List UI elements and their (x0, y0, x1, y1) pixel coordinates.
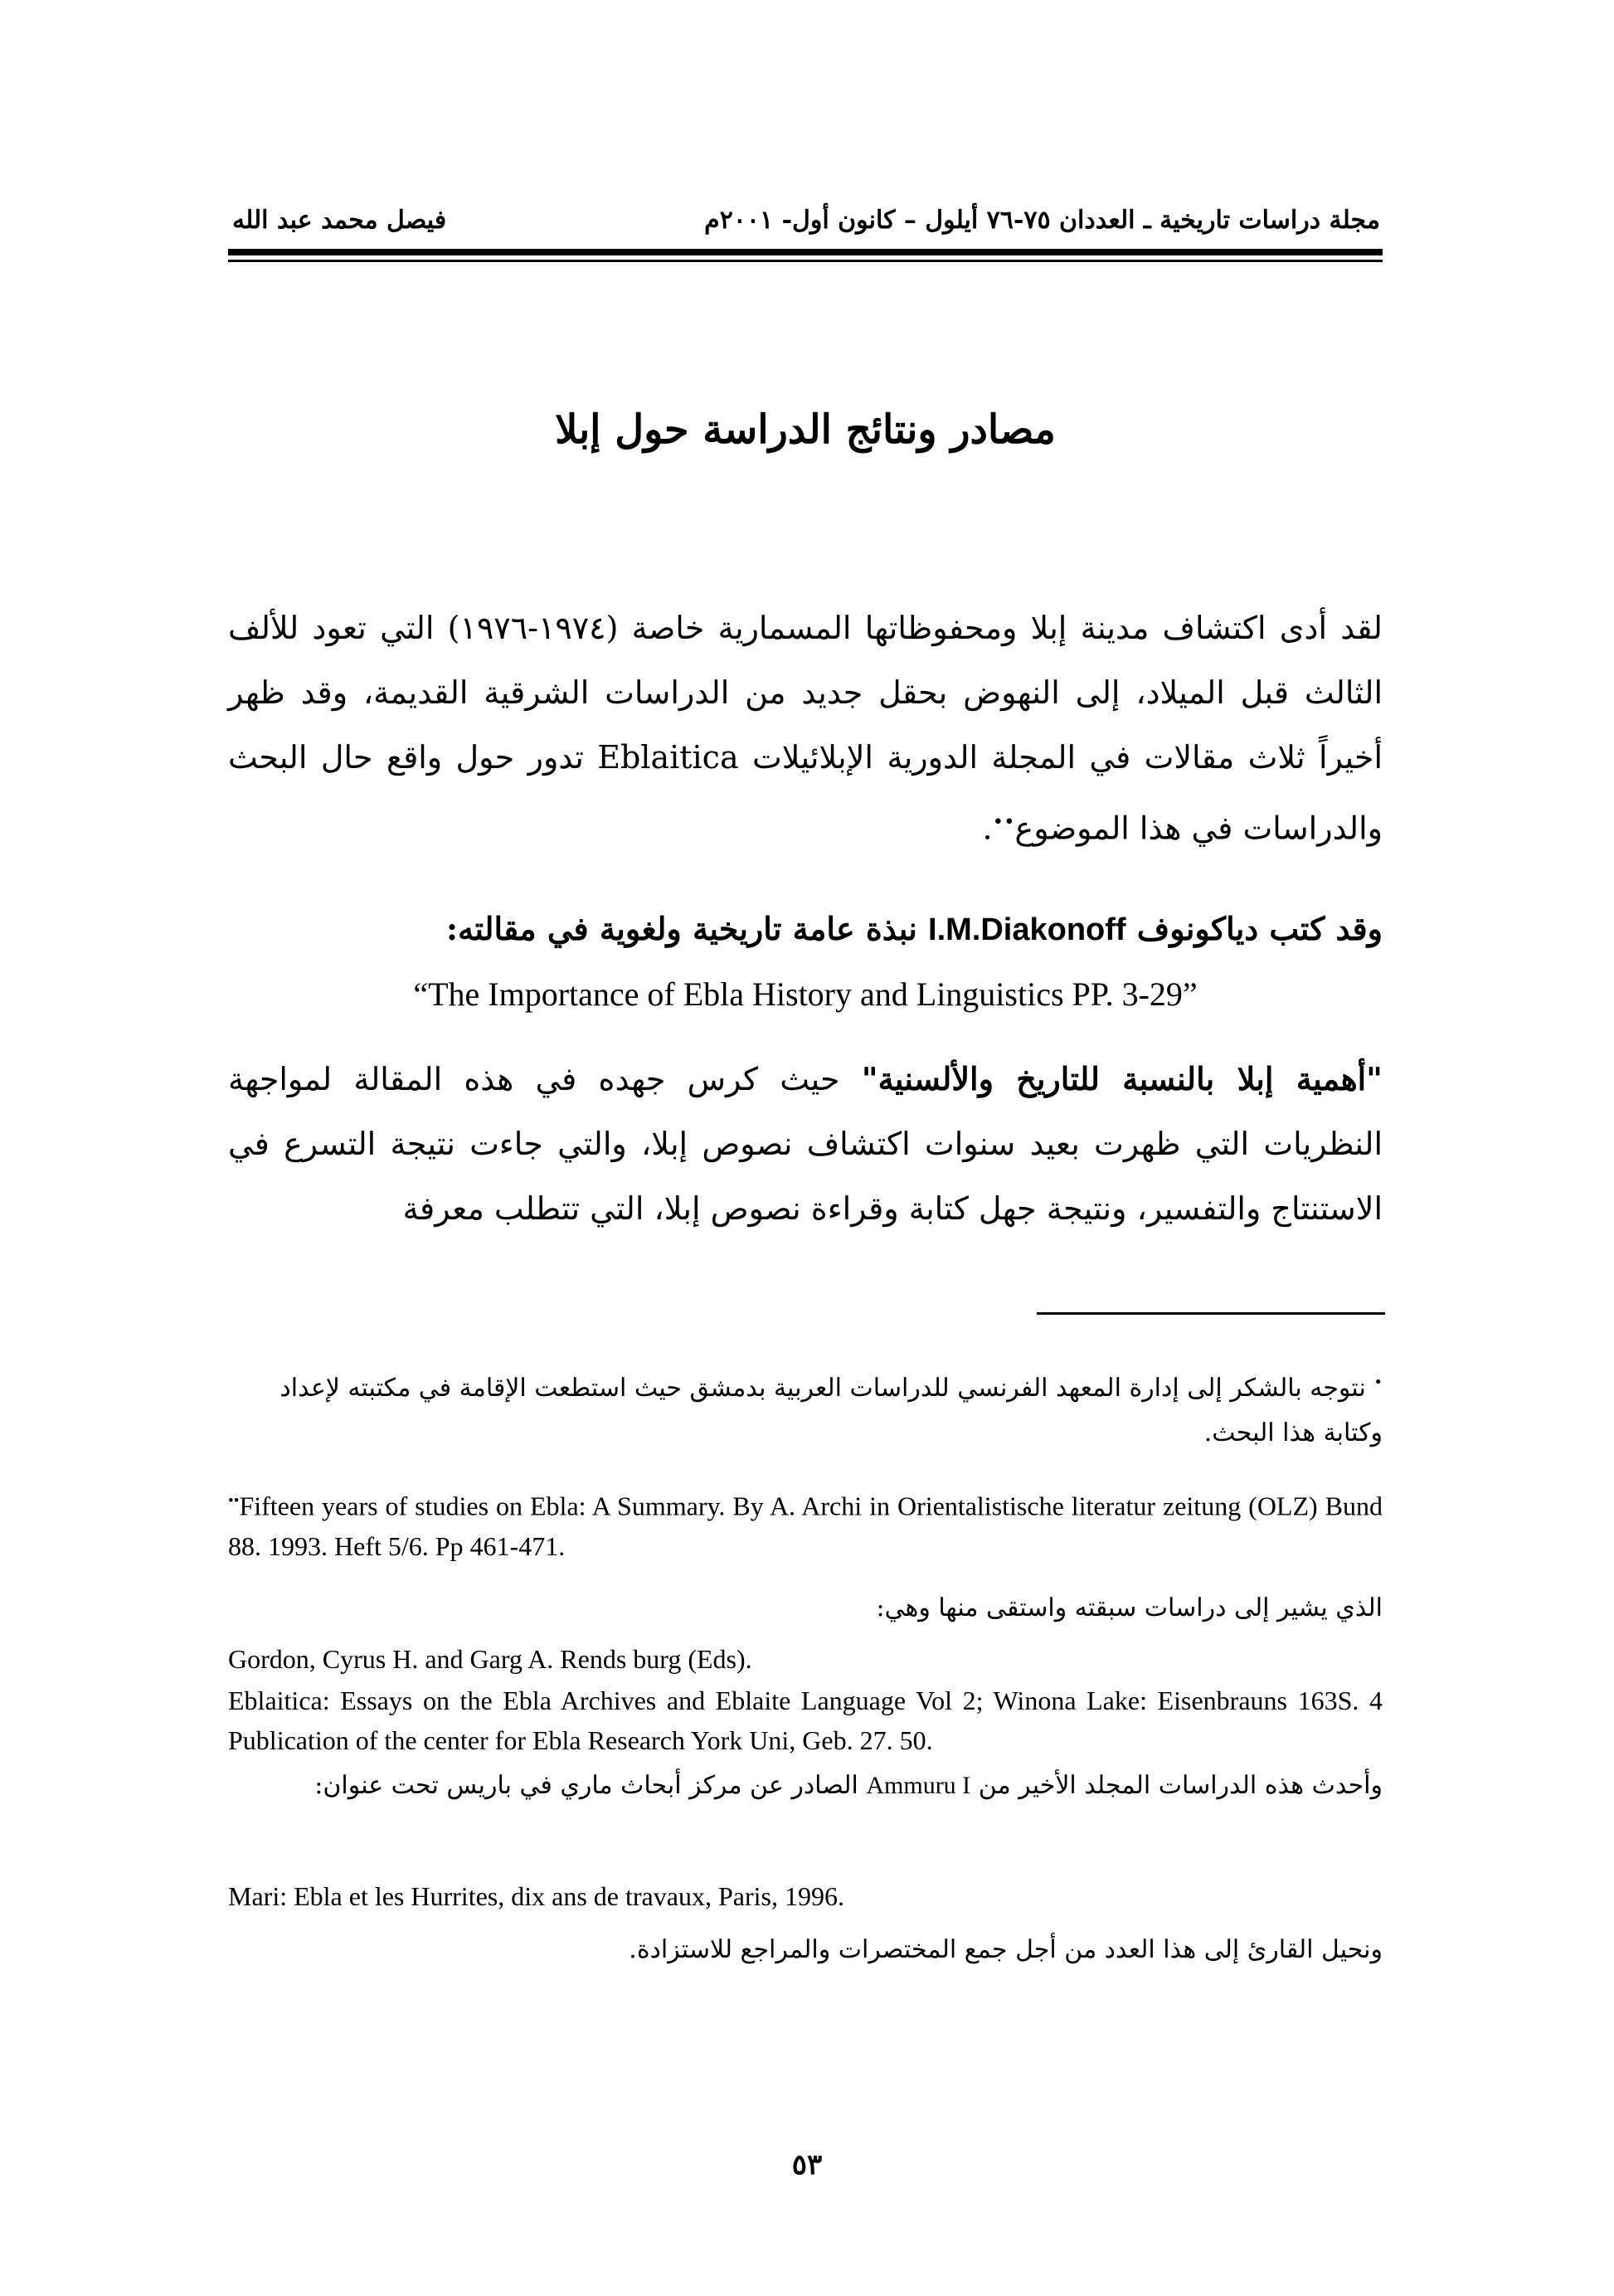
footnote-separator (1037, 1312, 1385, 1315)
footnote-1-mark: • (1373, 1374, 1383, 1391)
footnote-6-after: الصادر عن مركز أبحاث ماري في باريس تحت عنوان: (314, 1771, 858, 1800)
article-quote: “The Importance of Ebla History and Linguistics PP. 3-29” (413, 975, 1198, 1013)
footnote-1-text: نتوجه بالشكر إلى إدارة المعهد الفرنسي للدراسات العربية بدمشق حيث استطعت الإقامة في مكتبته لإعداد وكتابة هذا البحث. (280, 1374, 1383, 1447)
author-name: فيصل محمد عبد الله (232, 206, 447, 235)
footnote-6-before: وأحدث هذه الدراسات المجلد الأخير من (978, 1771, 1383, 1800)
footnote-6 (228, 1760, 1383, 1812)
paragraph-diakonoff-before: وقد كتب دياكونوف (1136, 910, 1383, 947)
footnote-7: Mari: Ebla et les Hurrites, dix ans de travaux, Paris, 1996. (228, 1881, 844, 1911)
paragraph-diakonoff-after: نبذة عامة تاريخية ولغوية في مقالته: (446, 910, 917, 947)
footnote-8: ونحيل القارئ إلى هذا العدد من أجل جمع المختصرات والمراجع للاستزادة. (629, 1935, 1383, 1964)
footnote-2-text: Fifteen years of studies on Ebla: A Summary. By A. Archi in Orientalistische literatur zeitung (OLZ) Bund 88. 1993. Heft 5/6. Pp 461-471. (228, 1491, 1383, 1561)
diakonoff-name: I.M.Diakonoff (928, 912, 1126, 947)
footnote-3: الذي يشير إلى دراسات سبقته واستقى منها وهي: (876, 1593, 1383, 1622)
header-rule-thin (228, 260, 1383, 262)
header-rule-thick (228, 249, 1383, 255)
article-title: مصادر ونتائج الدراسة حول إبلا (555, 406, 1056, 453)
footnote-6-name: Ammuru I (866, 1772, 971, 1799)
journal-citation: مجلة دراسات تاريخية ـ العددان ٧٥-٧٦ أيلول – كانون أول- ٢٠٠١م (704, 206, 1380, 235)
paragraph-intro: لقد أدى اكتشاف مدينة إبلا ومحفوظاتها المسمارية خاصة (١٩٧٤-١٩٧٦) التي تعود للألف الثالث قبل الميلاد، إلى النهوض بحقل جديد من الدراسات الشرقية القديمة، وقد ظهر أخيراً ثلاث مقالات في المجلة الدورية الإبلائيلات Eblaitica تدور حول واقع حال البحث والدراسات في هذا الموضوع••. (228, 610, 1383, 847)
page-number: ٥٣ (791, 2148, 823, 2182)
footnote-4: Gordon, Cyrus H. and Garg A. Rends burg (Eds). (228, 1644, 752, 1674)
footnote-2 (228, 1481, 1383, 1566)
paragraph-importance-lead: "أهمية إبلا بالنسبة للتاريخ والألسنية" (861, 1060, 1383, 1097)
paragraph-importance-rest: حيث كرس جهده في هذه المقالة لمواجهة النظريات التي ظهرت بعيد سنوات اكتشاف نصوص إبلا، والتي جاءت نتيجة التسرع في الاستنتاج والتفسير، ونتيجة جهل كتابة وقراءة نصوص إبلا، التي تتطلب معرفة (228, 1061, 1383, 1227)
paragraph-diakonoff (228, 900, 1383, 959)
paragraph-intro-text: لقد أدى اكتشاف مدينة إبلا ومحفوظاتها المسمارية خاصة (١٩٧٤-١٩٧٦) التي تعود للألف الثالث قبل الميلاد، إلى النهوض بحقل جديد من الدراسات الشرقية القديمة، وقد ظهر أخيراً ثلاث مقالات في المجلة الدورية الإبلائيلات Eblaitica تدور حول واقع حال البحث والدراسات في هذا الموضوع (228, 610, 1383, 847)
running-header (232, 206, 1380, 239)
footnote-1 (228, 1360, 1383, 1456)
footnote-2-mark: •• (228, 1492, 240, 1510)
paragraph-importance (228, 1047, 1383, 1241)
footnote-5: Eblaitica: Essays on the Ebla Archives and Eblaite Language Vol 2; Winona Lake: Eisenbrauns 163S. 4 Publication of the center for Ebla Research York Uni, Geb. 27. 50. (228, 1686, 1383, 1755)
footnote-ref-2: •• (992, 811, 1015, 833)
